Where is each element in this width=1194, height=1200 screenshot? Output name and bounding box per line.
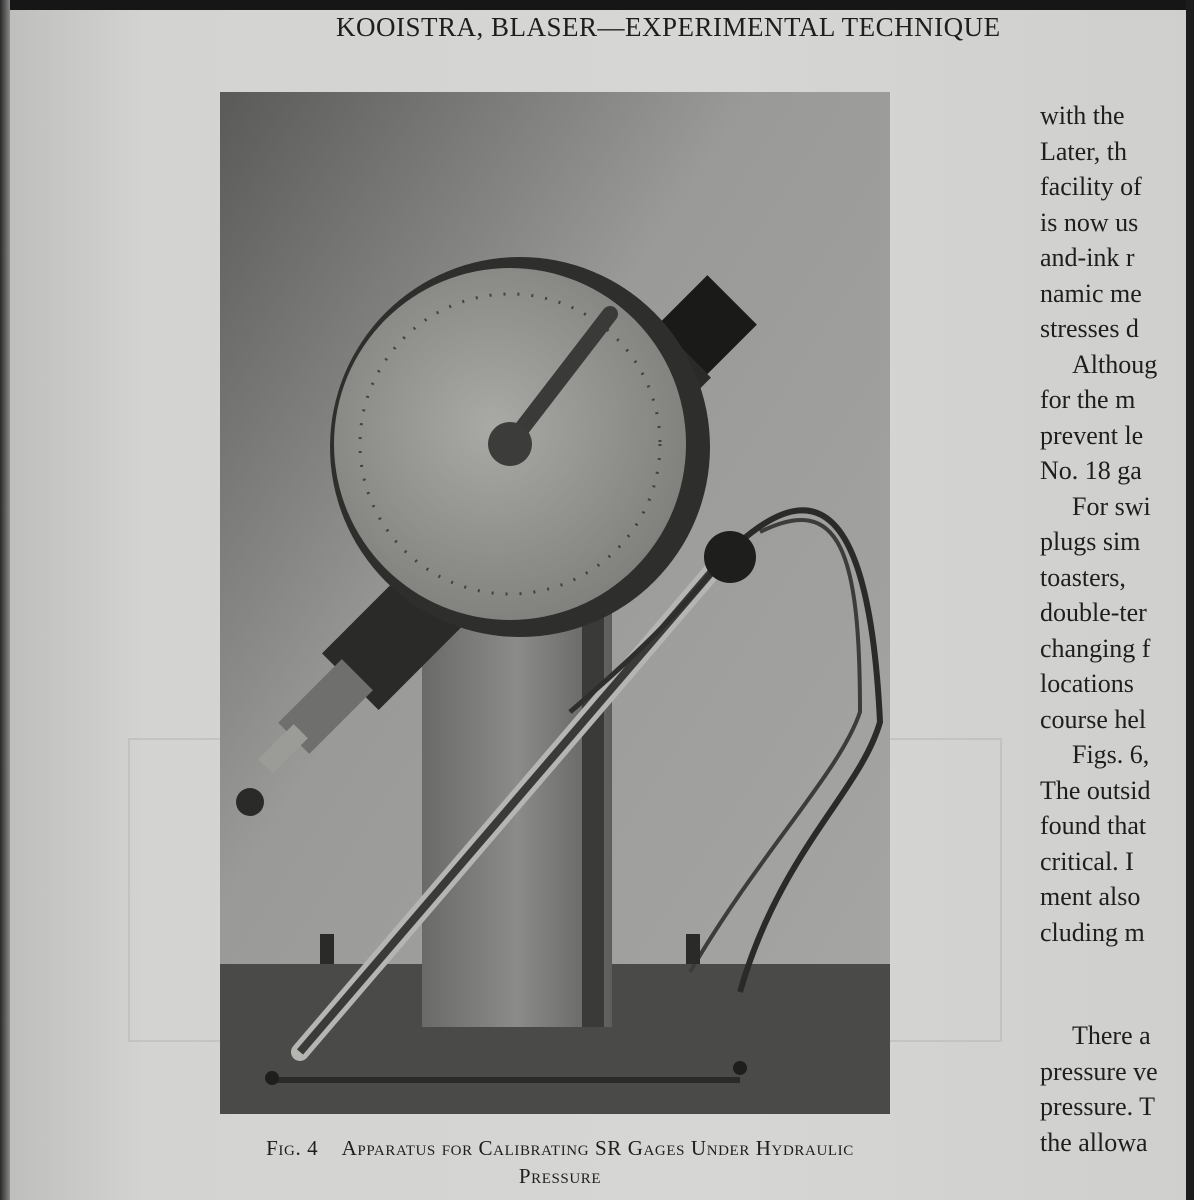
figure-caption: [100, 1134, 1020, 1200]
running-head: KOOISTRA, BLASER—EXPERIMENTAL TECHNIQUE: [336, 12, 1001, 42]
text-line: and-ink r: [1040, 243, 1135, 272]
text-line: Althoug: [1072, 349, 1158, 379]
text-line: for the m: [1040, 385, 1136, 414]
caption-line-2: Pressure: [518, 1164, 602, 1188]
right-text-column: [1040, 98, 1194, 1200]
section-gap: [1040, 950, 1194, 1018]
figure-photo: [220, 92, 890, 1114]
text-line: stresses d: [1040, 314, 1139, 343]
text-line: with the: [1040, 101, 1125, 130]
text-line: namic me: [1040, 278, 1142, 308]
text-line: Later, th: [1040, 136, 1128, 166]
text-line: changing f: [1040, 633, 1151, 663]
figure-label: Fig. 4: [266, 1136, 319, 1160]
text-line: There a: [1072, 1021, 1151, 1050]
text-line: For swi: [1072, 491, 1151, 521]
text-line: facility of: [1040, 172, 1142, 201]
terminal-plug: [704, 531, 756, 583]
text-line: prevent le: [1040, 420, 1144, 450]
apparatus-photo: [220, 92, 890, 1114]
text-line: cluding m: [1040, 917, 1145, 947]
text-line: critical. I: [1040, 846, 1134, 876]
caption-line-1: Apparatus for Calibrating SR Gages Under Hydraulic: [341, 1136, 854, 1160]
scan-left-border: [0, 0, 10, 1200]
text-line: ment also: [1040, 882, 1141, 911]
text-line: plugs sim: [1040, 527, 1141, 556]
text-line: locations: [1040, 669, 1134, 698]
text-line: The outsid: [1040, 775, 1151, 805]
text-line: course hel: [1040, 704, 1147, 734]
scan-top-border: [0, 0, 1194, 10]
text-line: No. 18 ga: [1040, 456, 1142, 485]
text-line: the allowa: [1040, 1127, 1148, 1157]
text-line: Figs. 6,: [1072, 740, 1150, 769]
text-line: pressure. T: [1040, 1092, 1156, 1121]
text-line: found that: [1040, 811, 1147, 840]
text-line: is now us: [1040, 207, 1139, 237]
text-line: double-ter: [1040, 598, 1147, 627]
text-line: toasters,: [1040, 562, 1126, 592]
text-line: pressure ve: [1040, 1056, 1158, 1086]
